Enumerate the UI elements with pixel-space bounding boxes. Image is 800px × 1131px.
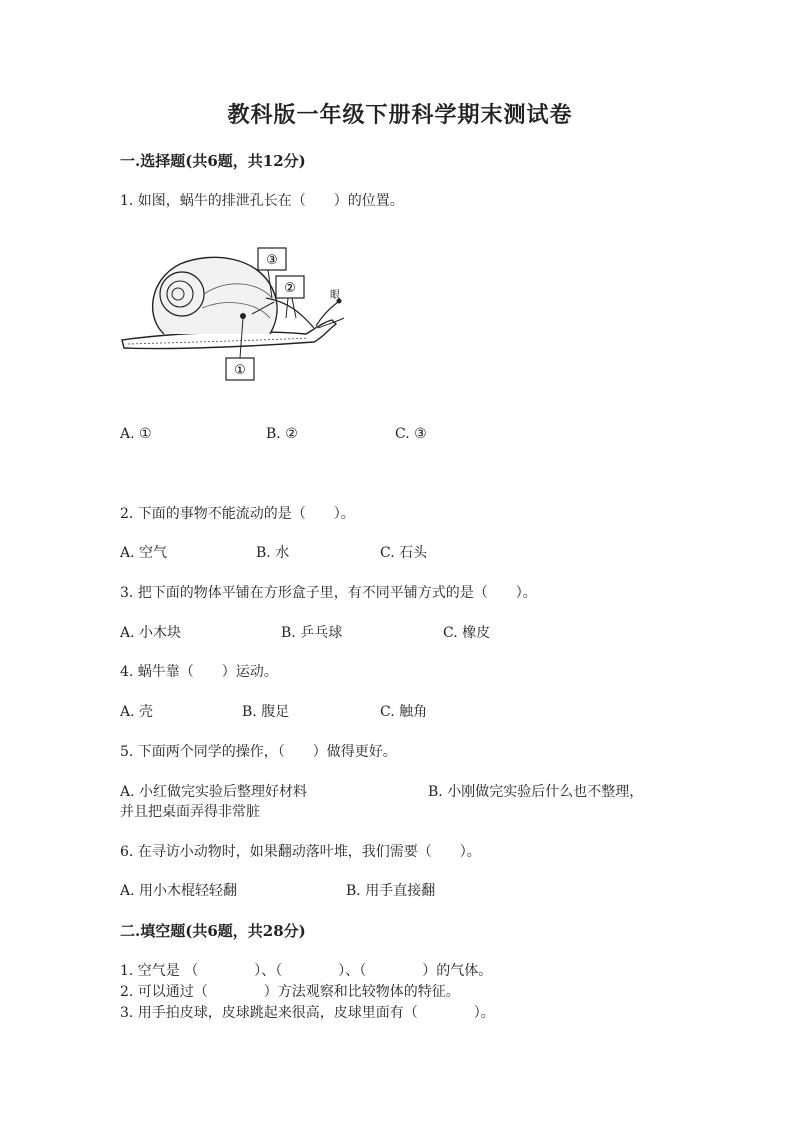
q1-option-a[interactable]: A. ① — [120, 426, 152, 442]
q2-option-a[interactable]: A. 空气 — [120, 545, 168, 561]
label-eye: 眼 — [330, 290, 340, 301]
q3-option-b[interactable]: B. 乒乓球 — [281, 625, 343, 641]
question-5-stem: 5. 下面两个同学的操作，（ ）做得更好。 — [120, 744, 397, 760]
q3-option-a[interactable]: A. 小木块 — [120, 625, 182, 641]
q6-option-a[interactable]: A. 用小木棍轻轻翻 — [120, 883, 238, 899]
q2-option-b[interactable]: B. 水 — [256, 545, 290, 561]
q3-option-c[interactable]: C. 橡皮 — [443, 625, 491, 641]
fill-question-2: 2. 可以通过（ ）方法观察和比较物体的特征。 — [120, 984, 460, 1000]
question-1-stem: 1. 如图，蜗牛的排泄孔长在（ ）的位置。 — [120, 193, 404, 209]
q5-option-b-continued: 并且把桌面弄得非常脏 — [120, 804, 260, 820]
question-4-stem: 4. 蜗牛靠（ ）运动。 — [120, 664, 278, 680]
question-2-stem: 2. 下面的事物不能流动的是（ ）。 — [120, 506, 355, 522]
q1-option-b[interactable]: B. ② — [266, 426, 298, 442]
q4-option-b[interactable]: B. 腹足 — [242, 704, 290, 720]
q4-option-a[interactable]: A. 壳 — [120, 704, 154, 720]
q2-option-c[interactable]: C. 石头 — [380, 545, 428, 561]
snail-illustration — [118, 238, 358, 388]
label-two: ② — [284, 281, 296, 296]
question-6-stem: 6. 在寻访小动物时，如果翻动落叶堆，我们需要（ ）。 — [120, 844, 481, 860]
q4-option-c[interactable]: C. 触角 — [380, 704, 428, 720]
snail-diagram — [118, 238, 358, 388]
q6-option-b[interactable]: B. 用手直接翻 — [346, 883, 436, 899]
section-heading-fill: 二.填空题(共6题，共28分) — [120, 922, 306, 940]
label-one: ① — [234, 363, 246, 378]
q5-option-b[interactable]: B. 小刚做完实验后什么也不整理， — [428, 784, 644, 800]
fill-question-3: 3. 用手拍皮球，皮球跳起来很高，皮球里面有（ ）。 — [120, 1005, 495, 1021]
label-three: ③ — [266, 253, 278, 268]
q5-option-a[interactable]: A. 小红做完实验后整理好材料 — [120, 784, 308, 800]
fill-question-1: 1. 空气是 （ ）、（ ）、（ ）的气体。 — [120, 963, 493, 979]
question-3-stem: 3. 把下面的物体平铺在方形盒子里，有不同平铺方式的是（ ）。 — [120, 585, 537, 601]
q1-option-c[interactable]: C. ③ — [395, 426, 427, 442]
section-heading-choice: 一.选择题(共6题，共12分) — [120, 152, 306, 170]
page-title: 教科版一年级下册科学期末测试卷 — [227, 102, 573, 128]
